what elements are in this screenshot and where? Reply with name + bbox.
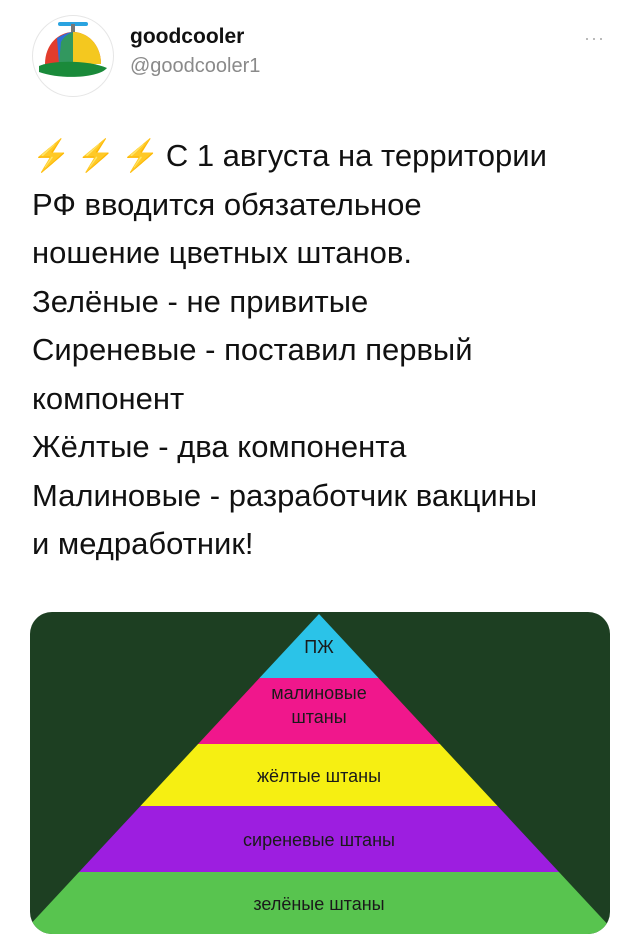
pyramid-tier-label: жёлтые штаны bbox=[256, 766, 382, 786]
tweet-line-6: компонент bbox=[32, 380, 185, 416]
pyramid-diagram bbox=[30, 612, 610, 934]
lightning-icon: ⚡ bbox=[121, 138, 160, 173]
tweet-line-4: Зелёные - не привитые bbox=[32, 283, 369, 319]
tweet-text bbox=[32, 132, 622, 569]
more-options-icon[interactable]: ··· bbox=[584, 28, 605, 48]
propeller-cap-icon bbox=[33, 16, 113, 96]
tweet-line-3: ношение цветных штанов. bbox=[32, 235, 412, 270]
tweet-line-7: Жёлтые - два компонента bbox=[32, 429, 407, 464]
pyramid-tier-label: ПЖ bbox=[304, 637, 334, 657]
tweet-line-2: РФ вводится обязательное bbox=[32, 186, 422, 222]
pyramid-tier-label: штаны bbox=[291, 707, 347, 727]
lightning-icon: ⚡ bbox=[32, 138, 71, 173]
lightning-icon: ⚡ bbox=[76, 138, 116, 173]
pyramid-tier-label: малиновые bbox=[271, 683, 367, 703]
pyramid-image[interactable] bbox=[30, 612, 610, 934]
pyramid-tier-label: сиреневые штаны bbox=[243, 830, 395, 850]
tweet-line-5: Сиреневые - поставил первый bbox=[32, 332, 473, 367]
tweet-line-text: С 1 августа на территории bbox=[165, 138, 547, 173]
handle[interactable]: @goodcooler1 bbox=[130, 55, 261, 77]
tweet-line-1 bbox=[32, 132, 622, 181]
tweet-line-8: Малиновые - разработчик вакцины bbox=[32, 477, 538, 513]
avatar[interactable] bbox=[32, 15, 114, 97]
pyramid-tier-label: зелёные штаны bbox=[253, 894, 385, 914]
display-name[interactable]: goodcooler bbox=[130, 25, 245, 48]
tweet-line-9: и медработник! bbox=[32, 526, 254, 561]
